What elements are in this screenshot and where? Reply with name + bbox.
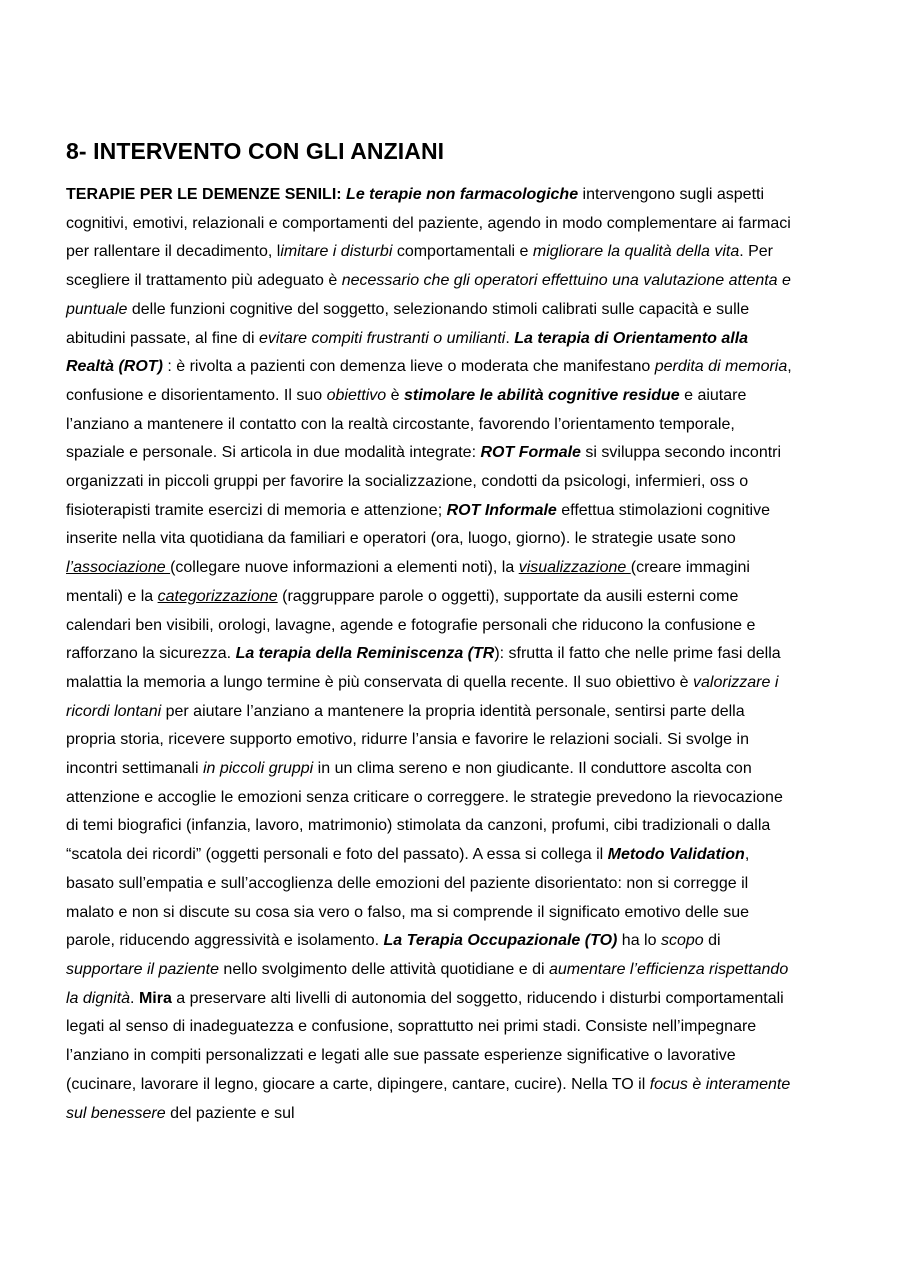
text-run: è [386, 386, 404, 404]
text-run: effettua stimolazioni cognitive inserite nella vita quotidiana da familiari e operatori (ora, luogo, giorno). le strategie usate sono [66, 501, 770, 548]
text-run: l’associazione [66, 559, 171, 577]
text-run: Mira [138, 989, 172, 1007]
text-run: supportare il paziente [66, 960, 219, 978]
text-run: . [130, 989, 139, 1007]
text-run: La terapia della Reminiscenza (TR [235, 645, 495, 663]
text-run: comportamentali e [392, 243, 533, 261]
text-run: Metodo Validation [607, 846, 745, 864]
text-run: (raggruppare parole o oggetti), supportate da ausili esterni come calendari ben visibili, orologi, lavagne, agende e fotografie personali che riducono la confusione e rafforzano la sicurezza. [66, 587, 756, 663]
text-run: intervengono sugli aspetti cognitivi, emotivi, relazionali e comportamenti del paziente, agendo in modo complementare ai farmaci per rallentare il decadimento, l [66, 186, 791, 261]
text-run: ha lo [617, 932, 661, 950]
text-run: ROT Informale [446, 501, 557, 519]
text-run: in piccoli gruppi [202, 760, 314, 778]
text-run: evitare compiti frustranti o umilianti [259, 329, 506, 347]
text-run: , confusione e disorientamento. Il suo [66, 358, 792, 404]
text-run: (collegare nuove informazioni a elementi noti), la [170, 559, 519, 577]
text-run: di [703, 932, 721, 950]
text-run: scopo [660, 932, 704, 950]
text-run: . Per scegliere il trattamento più adeguato è [66, 243, 774, 290]
body-paragraph [66, 181, 796, 1128]
text-run: : è rivolta a pazienti con demenza lieve o moderata che manifestano [162, 358, 655, 376]
text-run: si sviluppa secondo incontri organizzati in piccoli gruppi per favorire la socializzazione, condotti da psicologi, infermieri, oss o fisioterapisti tramite esercizi di memoria e attenzione; [66, 444, 782, 519]
text-run: in un clima sereno e non giudicante. Il conduttore ascolta con attenzione e accoglie le emozioni senza criticare o correggere. le strategie prevedono la rievocazione di temi biografici (infanzia, lavoro, matrimonio) stimolata da canzoni, profumi, cibi tradizionali o dalla “scatola dei ricordi” (oggetti personali e foto del passato). A essa si collega il [66, 760, 783, 864]
text-run: La terapia di Orientamento alla Realtà (ROT) [66, 329, 749, 376]
text-run: migliorare la qualità della vita [532, 243, 740, 261]
text-run: Le terapie non farmacologiche [346, 186, 579, 203]
text-run: obiettivo [326, 386, 387, 404]
text-run: necessario che gli operatori effettuino una valutazione attenta e puntuale [66, 272, 791, 318]
text-run: imitare i disturbi [280, 243, 393, 261]
text-run: ): sfrutta il fatto che nelle prime fasi della malattia la memoria a lungo termine è più conservata di quella recente. Il suo obiettivo è [66, 645, 781, 691]
text-run: per aiutare l’anziano a mantenere la propria identità personale, sentirsi parte della propria storia, ricevere supporto emotivo, ridurre l’ansia e favorire le relazioni sociali. Si svolge in incontri settimanali [66, 702, 749, 778]
text-run: perdita di memoria [654, 358, 788, 376]
text-run: TERAPIE PER LE DEMENZE SENILI: [66, 186, 342, 203]
text-run: (creare immagini mentali) e la [66, 559, 750, 605]
text-run: , basato sull’empatia e sull’accoglienza delle emozioni del paziente disorientato: non si corregge il malato e non si discute su cosa sia vero o falso, ma si comprende il significato emotivo delle sue parole, riducendo aggressività e isolamento. [66, 846, 750, 950]
text-run: aumentare l’efficienza rispettando la dignità [66, 960, 789, 1007]
text-run: del paziente e sul [165, 1104, 295, 1122]
text-run: focus è interamente sul benessere [66, 1075, 791, 1122]
text-run: nello svolgimento delle attività quotidiane e di [218, 960, 549, 978]
text-run: e aiutare l’anziano a mantenere il contatto con la realtà circostante, favorendo l’orientamento temporale, spaziale e personale. Si articola in due modalità integrate: [66, 386, 747, 462]
text-run: . [505, 329, 515, 347]
text-run: visualizzazione [518, 559, 631, 577]
text-run: a preservare alti livelli di autonomia del soggetto, riducendo i disturbi comportamentali legati al senso di inadeguatezza e confusione, soprattutto nei primi stadi. Consiste nell’impegnare l’anziano in compiti personalizzati e legati alle sue passate esperienze significative o lavorative (cucinare, lavorare il legno, giocare a carte, dipingere, cantare, cucire). Nella TO il [66, 989, 784, 1093]
section-heading: 8- INTERVENTO CON GLI ANZIANI [66, 138, 445, 164]
page-content [66, 134, 796, 1128]
text-run: stimolare le abilità cognitive residue [404, 386, 680, 404]
text-run: La Terapia Occupazionale (TO) [383, 932, 618, 950]
text-run: delle funzioni cognitive del soggetto, selezionando stimoli calibrati sulle capacità e sulle abitudini passate, al fine di [66, 300, 750, 347]
text-run: categorizzazione [157, 587, 278, 605]
text-run: valorizzare i ricordi lontani [66, 673, 779, 720]
text-run: ROT Formale [480, 444, 581, 462]
